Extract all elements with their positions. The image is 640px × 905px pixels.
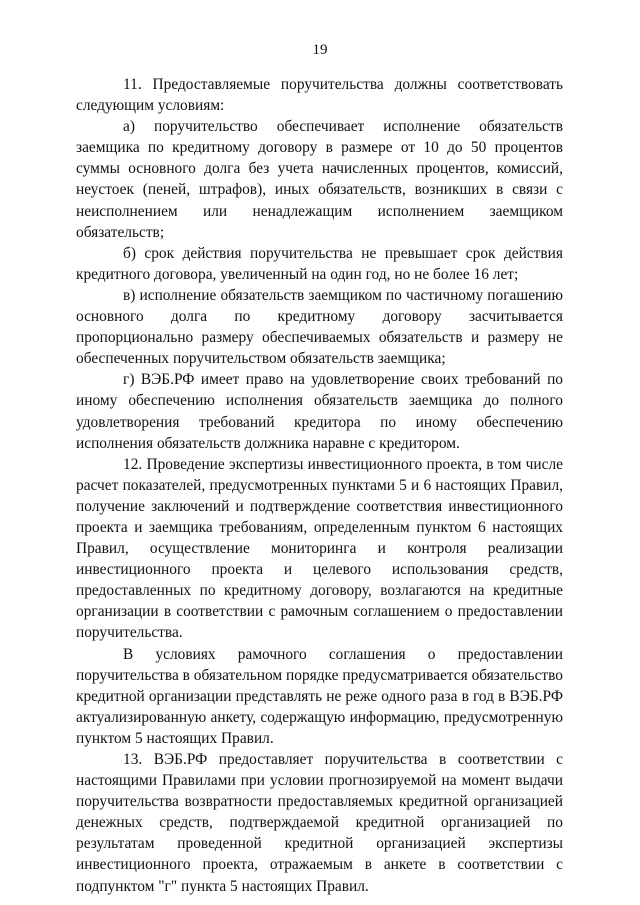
paragraph-11-a: а) поручительство обеспечивает исполнение обязательств заемщика по кредитному договору в размере от 10 до 50 процентов суммы основного долга без учета начисленных процентов, комиссий, неустоек (пеней, штрафов), иных обязательств, возникших в связи с неисполнением или ненадлежащим исполнением заемщиком обязательств; [76, 118, 563, 241]
paragraph-11-intro: 11. Предоставляемые поручительства должны соответствовать следующим условиям: [76, 76, 563, 115]
paragraph-12: 12. Проведение экспертизы инвестиционного проекта, в том числе расчет показателей, предусмотренных пунктами 5 и 6 настоящих Правил, получение заключений и подтверждение соответствия инвестиционного проекта и заемщика требованиям, определенным пунктом 6 настоящих Правил, осуществление мониторинга и контроля реализации инвестиционного проекта и целевого использования средств, предоставленных по кредитному договору, возлагаются на кредитные организации в соответствии с рамочным соглашением о предоставлении поручительства. [76, 455, 563, 642]
page-number: 19 [312, 42, 328, 58]
paragraph-12-conditions: В условиях рамочного соглашения о предоставлении поручительства в обязательном порядке предусматривается обязательство кредитной организации представлять не реже одного раза в год в ВЭБ.РФ актуализированную анкету, содержащую информацию, предусмотренную пунктом 5 настоящих Правил. [76, 645, 563, 747]
paragraph-11-g: г) ВЭБ.РФ имеет право на удовлетворение своих требований по иному обеспечению исполнения обязательств заемщика до полного удовлетворения требований кредитора по иному обеспечению исполнения обязательств должника наравне с кредитором. [76, 371, 563, 452]
paragraph-13: 13. ВЭБ.РФ предоставляет поручительства в соответствии с настоящими Правилами при условии прогнозируемой на момент выдачи поручительства возвратности предоставляемых кредитной организацией денежных средств, подтверждаемой кредитной организацией по результатам проведенной кредитной организацией экспертизы инвестиционного проекта, отражаемым в анкете в соответствии с подпунктом "г" пункта 5 настоящих Правил. [76, 751, 563, 895]
paragraph-11-v: в) исполнение обязательств заемщиком по частичному погашению основного долга по кредитному договору засчитывается пропорционально размеру обеспечиваемых обязательств и размеру не обеспеченных поручительством обязательств заемщика; [76, 286, 563, 368]
paragraph-11-b: б) срок действия поручительства не превышает срок действия кредитного договора, увеличенный на один год, но не более 16 лет; [76, 244, 563, 283]
document-body [76, 74, 563, 897]
